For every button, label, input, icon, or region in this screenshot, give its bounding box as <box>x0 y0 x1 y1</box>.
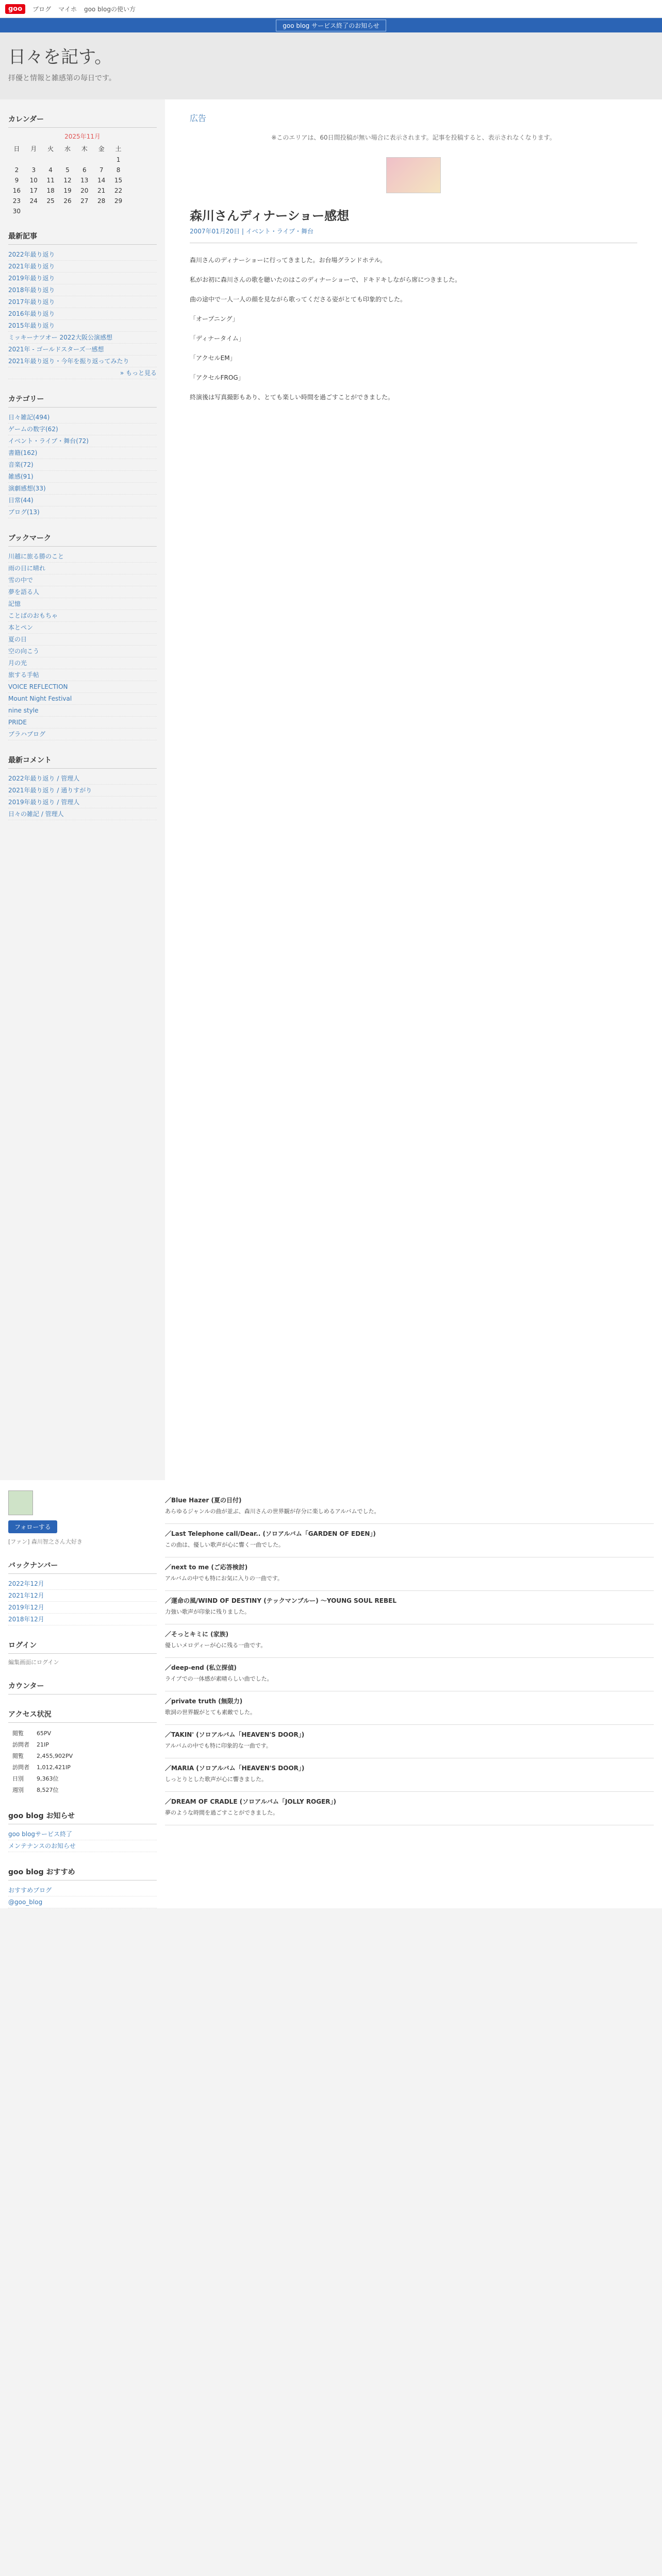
day: 25 <box>46 197 55 205</box>
track-title: ／DREAM OF CRADLE (ソロアルバム「JOLLY ROGER」) <box>165 1798 337 1805</box>
service-banner <box>0 18 662 32</box>
day: 22 <box>114 187 123 194</box>
comments-heading: 最新コメント <box>8 755 157 769</box>
weekday: 日 <box>13 145 20 152</box>
day: 23 <box>12 197 21 205</box>
track-body: 歌詞の世界観がとても素敵でした。 <box>165 1709 256 1716</box>
day: 7 <box>99 166 104 174</box>
day: 15 <box>114 177 123 184</box>
login-heading: ログイン <box>8 1640 157 1654</box>
category-section <box>8 394 157 518</box>
recent-item[interactable]: 2019年最り返り <box>8 273 157 284</box>
blog-header <box>0 32 662 99</box>
day: 29 <box>114 197 123 205</box>
recent-item[interactable]: 2022年最り返り <box>8 249 157 261</box>
entry-paragraph: 私がお初に森川さんの歌を聴いたのはこのディナーショーで、ドキドキしながら席につきました。 <box>190 276 461 283</box>
day: 14 <box>97 177 106 184</box>
category-item[interactable]: 雑感(91) <box>8 471 157 483</box>
bookmark-item[interactable]: VOICE REFLECTION <box>8 681 157 693</box>
track-item <box>165 1758 654 1792</box>
recent-list <box>8 249 157 379</box>
archive-item[interactable]: 2019年12月 <box>8 1602 157 1614</box>
stats-table <box>8 1727 77 1796</box>
recent-item[interactable]: 2021年 - ゴールドスターズ一感想 <box>8 344 157 355</box>
comment-item[interactable]: 2019年最り返り / 管理人 <box>8 796 157 808</box>
entry-paragraph: 「ディナータイム」 <box>190 335 245 342</box>
entry-thumbnail <box>386 157 441 193</box>
comment-item[interactable]: 2021年最り返り / 通りすがり <box>8 785 157 796</box>
bookmark-item[interactable]: 記憶 <box>8 598 157 610</box>
track-item <box>165 1691 654 1725</box>
recent-item[interactable]: 2021年最り返り・今年を振り返ってみたり <box>8 355 157 367</box>
day <box>42 206 59 216</box>
counter-section <box>8 1681 157 1694</box>
goo-logo[interactable]: goo <box>5 4 25 14</box>
day: 24 <box>29 197 38 205</box>
comments-list <box>8 773 157 820</box>
comment-item[interactable]: 日々の雑記 / 管理人 <box>8 808 157 820</box>
track-body: アルバムの中でも特に印象的な一曲です。 <box>165 1742 272 1749</box>
stat-label: 訪問者 <box>12 1764 29 1771</box>
category-item[interactable]: イベント・ライブ・舞台(72) <box>8 435 157 447</box>
stat-value: 21IP <box>37 1741 49 1748</box>
bookmark-item[interactable]: 夏の日 <box>8 634 157 646</box>
day <box>59 206 76 216</box>
track-body: 優しいメロディーが心に残る一曲です。 <box>165 1642 267 1649</box>
top-navigation <box>0 0 662 18</box>
recent-item[interactable]: 2018年最り返り <box>8 284 157 296</box>
bookmark-item[interactable]: PRIDE <box>8 717 157 728</box>
entry-paragraph: 終演後は写真撮影もあり、とても楽しい時間を過ごすことができました。 <box>190 394 394 401</box>
bookmark-item[interactable]: 雪の中で <box>8 574 157 586</box>
login-link[interactable]: 編集画面にログイン <box>8 1659 59 1666</box>
comments-section <box>8 755 157 820</box>
track-body: しっとりとした歌声が心に響きました。 <box>165 1776 267 1783</box>
track-body: 力強い歌声が印象に残りました。 <box>165 1608 250 1615</box>
day <box>25 155 42 165</box>
track-title: ／TAKIN' (ソロアルバム「HEAVEN'S DOOR」) <box>165 1731 305 1738</box>
track-item <box>165 1792 654 1825</box>
stat-label: 週別 <box>12 1787 24 1793</box>
archive-item[interactable]: 2022年12月 <box>8 1578 157 1590</box>
track-title: ／private truth (無限力) <box>165 1698 243 1705</box>
day: 4 <box>48 166 53 174</box>
weekday: 水 <box>64 145 71 152</box>
track-item <box>165 1725 654 1758</box>
day: 17 <box>29 187 38 194</box>
track-title: ／deep-end (私立探偵) <box>165 1664 237 1671</box>
recent-item[interactable]: 2016年最り返り <box>8 308 157 320</box>
track-body: ライブでの一体感が素晴らしい曲でした。 <box>165 1675 273 1682</box>
day: 9 <box>14 177 19 184</box>
entry-paragraph: 森川さんのディナーショーに行ってきました。お台場グランドホテル。 <box>190 257 387 264</box>
stat-value: 8,527位 <box>37 1787 59 1793</box>
nav-item-myhome[interactable]: マイホ <box>58 5 77 13</box>
day: 21 <box>97 187 106 194</box>
category-item[interactable]: 書籍(162) <box>8 447 157 459</box>
day <box>93 155 110 165</box>
weekday: 土 <box>115 145 122 152</box>
day: 28 <box>97 197 106 205</box>
track-title: ／運命の風/WIND OF DESTINY (テックマンブルー) 〜YOUNG SOUL REBEL <box>165 1597 396 1604</box>
bookmark-item[interactable]: nine style <box>8 705 157 717</box>
left-sidebar <box>0 99 165 1480</box>
day: 13 <box>80 177 89 184</box>
bookmark-item[interactable]: 夢を語る人 <box>8 586 157 598</box>
category-item[interactable]: 日々雑記(494) <box>8 412 157 423</box>
entry-title[interactable]: 森川さんディナーショー感想 <box>190 209 350 223</box>
comment-item[interactable]: 2022年最り返り / 管理人 <box>8 773 157 785</box>
day: 12 <box>63 177 72 184</box>
day <box>25 206 42 216</box>
day <box>110 206 127 216</box>
recent-entries-section <box>8 231 157 379</box>
service-end-link[interactable]: goo blog サービス終了のお知らせ <box>276 20 386 31</box>
stats-section <box>8 1709 157 1796</box>
day: 16 <box>12 187 21 194</box>
day <box>59 155 76 165</box>
category-item[interactable]: ブログ(13) <box>8 506 157 518</box>
day: 11 <box>46 177 55 184</box>
recent-item[interactable]: ミッキーナツオー 2022大阪公演感想 <box>8 332 157 344</box>
day <box>93 206 110 216</box>
day <box>42 155 59 165</box>
entry-paragraph: 「アクセルFROG」 <box>190 374 244 381</box>
stat-label: 閲覧 <box>12 1753 24 1759</box>
day: 19 <box>63 187 72 194</box>
track-body: 夢のような時間を過ごすことができました。 <box>165 1809 278 1816</box>
bookmark-item[interactable]: 旅する手帖 <box>8 669 157 681</box>
track-body: この曲は、優しい歌声が心に響く一曲でした。 <box>165 1541 284 1548</box>
day: 18 <box>46 187 55 194</box>
stat-label: 訪問者 <box>12 1741 29 1748</box>
stat-value: 1,012,421IP <box>37 1764 71 1771</box>
category-item[interactable]: 日常(44) <box>8 495 157 506</box>
track-title: ／そっとキミに (家族) <box>165 1631 229 1638</box>
day: 3 <box>31 166 36 174</box>
recent-item[interactable]: 2015年最り返り <box>8 320 157 332</box>
entry-paragraph: 曲の途中で一人一人の顔を見ながら歌ってくださる姿がとても印象的でした。 <box>190 296 407 303</box>
track-item <box>165 1524 654 1557</box>
category-item[interactable]: ゲームの数字(62) <box>8 423 157 435</box>
day: 5 <box>65 166 70 174</box>
track-title: ／MARIA (ソロアルバム「HEAVEN'S DOOR」) <box>165 1765 305 1772</box>
main-content <box>165 99 662 1480</box>
recent-item[interactable]: 2017年最り返り <box>8 296 157 308</box>
day <box>8 155 25 165</box>
bookmark-section <box>8 533 157 740</box>
calendar-heading: カレンダー <box>8 114 157 128</box>
weekday: 木 <box>81 145 88 152</box>
track-item <box>165 1624 654 1658</box>
weekday: 月 <box>30 145 37 152</box>
entry-body <box>190 256 637 402</box>
bookmark-list <box>8 551 157 740</box>
goo-recommend-item[interactable]: @goo_blog <box>8 1896 157 1908</box>
bookmark-item[interactable]: 本とペン <box>8 622 157 634</box>
track-title: ／next to me (ご応答検討) <box>165 1564 248 1571</box>
inactive-notice: ※このエリアは、60日間投稿が無い場合に表示されます。記事を投稿すると、表示されなくなります。 <box>271 134 556 141</box>
goo-notice-section <box>8 1810 157 1852</box>
login-section <box>8 1640 157 1666</box>
archive-heading: バックナンバー <box>8 1560 157 1574</box>
stat-value: 9,363位 <box>37 1775 59 1782</box>
track-item <box>165 1658 654 1691</box>
goo2-heading: goo blog おすすめ <box>8 1867 157 1880</box>
archive-section <box>8 1560 157 1625</box>
goo-recommend-section <box>8 1867 157 1908</box>
archive-item[interactable]: 2018年12月 <box>8 1614 157 1625</box>
goo-notice-item[interactable]: goo blogサービス終了 <box>8 1828 157 1840</box>
category-list <box>8 412 157 518</box>
nav-item-howto[interactable]: goo blogの使い方 <box>84 5 136 13</box>
recent-heading: 最新記事 <box>8 231 157 245</box>
day: 1 <box>116 156 121 163</box>
track-list <box>165 1490 662 1908</box>
more-link[interactable]: » もっと見る <box>8 367 157 379</box>
day: 27 <box>80 197 89 205</box>
day: 10 <box>29 177 38 184</box>
calendar-month: 2025年11月 <box>64 133 101 140</box>
bookmark-item[interactable]: Mount Night Festival <box>8 693 157 705</box>
entry-paragraph: 「オープニング」 <box>190 315 239 323</box>
category-heading: カテゴリー <box>8 394 157 408</box>
track-item <box>165 1557 654 1591</box>
archive-item[interactable]: 2021年12月 <box>8 1590 157 1602</box>
category-item[interactable]: 音楽(72) <box>8 459 157 471</box>
day: 26 <box>63 197 72 205</box>
bookmark-item[interactable]: 空の向こう <box>8 646 157 657</box>
track-title: ／Last Telephone call/Dear.. (ソロアルバム「GARDEN OF EDEN」) <box>165 1530 376 1537</box>
day: 30 <box>12 208 21 215</box>
stat-value: 65PV <box>37 1730 52 1737</box>
bookmark-item[interactable]: ブラハブログ <box>8 728 157 740</box>
day: 2 <box>14 166 19 174</box>
goo-recommend-item[interactable]: おすすめブログ <box>8 1885 157 1896</box>
day: 6 <box>82 166 87 174</box>
stat-label: 日別 <box>12 1775 24 1782</box>
bookmark-item[interactable]: 川越に旅る勝のこと <box>8 551 157 563</box>
bottom-area <box>0 1480 662 1908</box>
stats-heading: アクセス状況 <box>8 1709 157 1723</box>
profile-text: [ファン] 森川智之さん大好き <box>8 1538 82 1545</box>
calendar-table <box>8 143 127 216</box>
bookmark-item[interactable]: 雨の日に晴れ <box>8 563 157 574</box>
ad-label: 広告 <box>190 113 207 123</box>
calendar-section <box>8 114 157 216</box>
entry-meta[interactable]: 2007年01月20日 | イベント・ライブ・舞台 <box>190 227 637 243</box>
day: 8 <box>116 166 121 174</box>
day: 20 <box>80 187 89 194</box>
day <box>76 155 93 165</box>
bottom-sidebar <box>0 1490 165 1908</box>
goo-notice-item[interactable]: メンテナンスのお知らせ <box>8 1840 157 1852</box>
bookmark-item[interactable]: ことばのおもちゃ <box>8 610 157 622</box>
bookmark-heading: ブックマーク <box>8 533 157 547</box>
weekday: 金 <box>98 145 105 152</box>
blog-description: 拝優と情報と雑感第の毎日です。 <box>8 74 116 82</box>
weekday: 火 <box>47 145 54 152</box>
day <box>76 206 93 216</box>
recent-item[interactable]: 2021年最り返り <box>8 261 157 273</box>
track-body: あらゆるジャンルの曲が並ぶ、森川さんの世界観が存分に楽しめるアルバムでした。 <box>165 1508 380 1515</box>
stat-value: 2,455,902PV <box>37 1752 73 1759</box>
stat-label: 閲覧 <box>12 1730 24 1737</box>
blog-title[interactable]: 日々を記す。 <box>8 47 112 67</box>
nav-item-blog[interactable]: ブログ <box>32 5 52 13</box>
track-title: ／Blue Hazer (夏の日付) <box>165 1497 242 1504</box>
category-item[interactable]: 演劇感想(33) <box>8 483 157 495</box>
follow-button[interactable]: フォローする <box>8 1520 57 1533</box>
bookmark-item[interactable]: 月の光 <box>8 657 157 669</box>
track-body: アルバムの中でも特にお気に入りの一曲です。 <box>165 1575 283 1582</box>
counter-heading: カウンター <box>8 1681 157 1694</box>
entry-paragraph: 「アクセルEM」 <box>190 354 236 362</box>
avatar[interactable] <box>8 1490 33 1515</box>
track-item <box>165 1490 654 1524</box>
goo-heading: goo blog お知らせ <box>8 1810 157 1824</box>
track-item <box>165 1591 654 1624</box>
